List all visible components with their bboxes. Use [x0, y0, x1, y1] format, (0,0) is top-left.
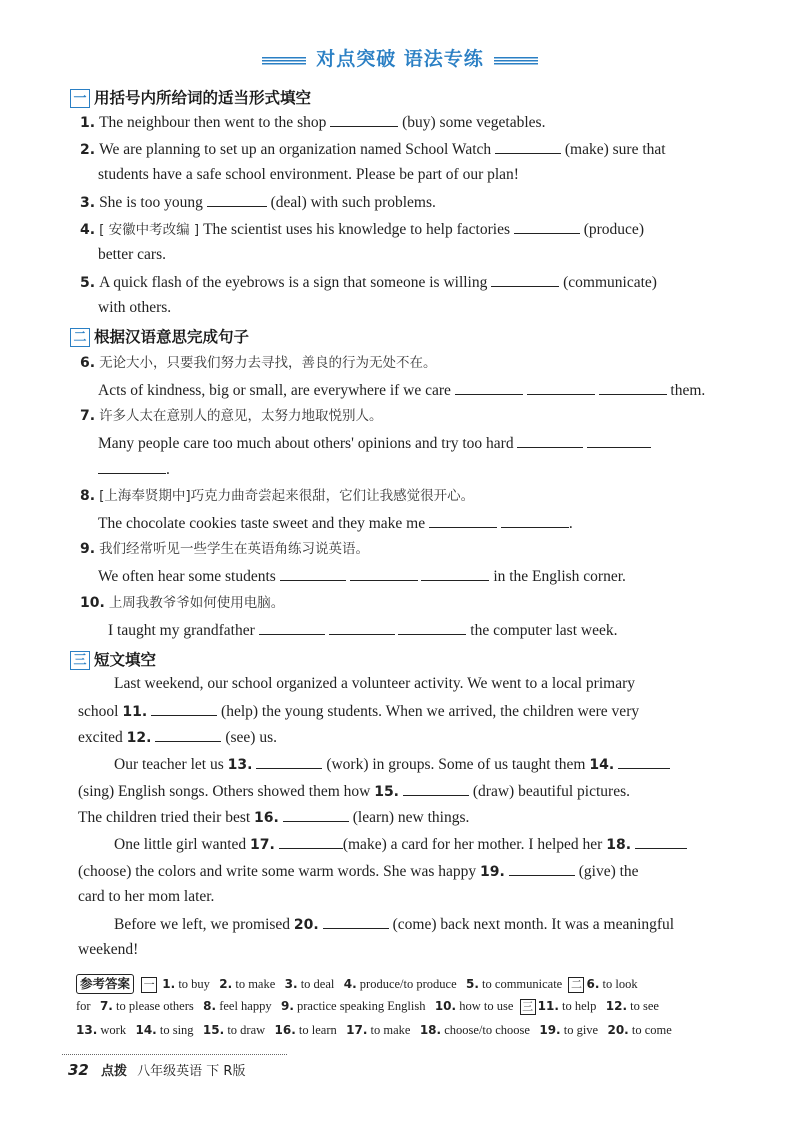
- answer-blank[interactable]: [501, 513, 569, 528]
- passage-line: school 11. (help) the young students. When we arrived, the children were very: [78, 703, 640, 720]
- question-1: 1. The neighbour then went to the shop (buy) some vegetables.: [80, 114, 546, 131]
- question-6: Acts of kindness, big or small, are everywhere if we care them.: [98, 382, 706, 399]
- answer-blank[interactable]: [207, 192, 267, 207]
- passage-line: Before we left, we promised 20. (come) back next month. It was a meaningful: [114, 916, 675, 933]
- section-badge: 一: [141, 977, 157, 993]
- section-2-heading: [70, 325, 249, 347]
- section-badge: 二: [568, 977, 584, 993]
- passage-line: Last weekend, our school organized a volunteer activity. We went to a local primary: [114, 675, 635, 692]
- section-title: 根据汉语意思完成句子: [94, 328, 250, 346]
- answer-blank-13[interactable]: [256, 754, 322, 769]
- passage-line: (sing) English songs. Others showed them how 15. (draw) beautiful pictures.: [78, 783, 630, 800]
- passage-line: card to her mom later.: [78, 888, 215, 905]
- question-8-chinese: 8. [上海奉贤期中]巧克力曲奇尝起来很甜，它们让我感觉很开心。: [80, 488, 475, 504]
- question-7-chinese: 7. 许多人太在意别人的意见，太努力地取悦别人。: [80, 408, 383, 424]
- question-2-cont: students have a safe school environment. Please be part of our plan!: [98, 166, 519, 183]
- question-7-cont: .: [98, 459, 170, 480]
- question-6-chinese: 6. 无论大小，只要我们努力去寻找，善良的行为无处不在。: [80, 355, 437, 371]
- passage-line: The children tried their best 16. (learn) new things.: [78, 809, 470, 826]
- section-badge: 三: [520, 999, 536, 1015]
- section-title: 短文填空: [94, 651, 157, 669]
- answer-key-line-2: for 7. to please others 8. feel happy 9. practice speaking English 10. how to use 三 11. to help 12. to see: [76, 999, 659, 1013]
- question-4: 4. [ 安徽中考改编 ] The scientist uses his knowledge to help factories (produce): [80, 221, 644, 238]
- answer-blank[interactable]: [259, 620, 325, 635]
- section-badge: 二: [70, 328, 90, 347]
- page-footer: [68, 1060, 245, 1079]
- question-3: 3. She is too young (deal) with such problems.: [80, 194, 436, 211]
- section-1-heading: [70, 86, 311, 108]
- answer-blank[interactable]: [330, 112, 398, 127]
- answer-blank[interactable]: [599, 380, 667, 395]
- question-9: We often hear some students in the English corner.: [98, 568, 626, 585]
- question-2: 2. We are planning to set up an organization named School Watch (make) sure that: [80, 141, 666, 158]
- question-9-chinese: 9. 我们经常听见一些学生在英语角练习说英语。: [80, 541, 370, 557]
- passage-line: (choose) the colors and write some warm words. She was happy 19. (give) the: [78, 863, 639, 880]
- answer-blank-11[interactable]: [151, 701, 217, 716]
- answer-blank[interactable]: [429, 513, 497, 528]
- answer-blank[interactable]: [517, 433, 583, 448]
- answer-blank[interactable]: [455, 380, 523, 395]
- source-tag: [ 安徽中考改编 ]: [99, 222, 200, 238]
- section-badge: 三: [70, 651, 90, 670]
- passage-line: excited 12. (see) us.: [78, 729, 277, 746]
- question-7: Many people care too much about others' opinions and try too hard: [98, 433, 651, 454]
- question-5-cont: with others.: [98, 299, 172, 316]
- answer-blank[interactable]: [495, 139, 561, 154]
- page-title: 对点突破 语法专练: [316, 48, 484, 70]
- page-number: 32: [68, 1061, 89, 1079]
- book-name: 八年级英语 下 R版: [137, 1064, 246, 1079]
- question-10: I taught my grandfather the computer last week.: [108, 622, 618, 639]
- answer-blank[interactable]: [350, 566, 418, 581]
- question-5: 5. A quick flash of the eyebrows is a sign that someone is willing (communicate): [80, 274, 657, 291]
- answer-key-label: 参考答案: [76, 974, 134, 994]
- brand-name: 点拨: [101, 1064, 128, 1079]
- title-decoration-left: [262, 57, 306, 66]
- answer-key-line-1: 参考答案 一 1. to buy 2. to make 3. to deal 4. produce/to produce 5. to communicate 二 6. to look: [76, 974, 638, 994]
- answer-blank-15[interactable]: [403, 781, 469, 796]
- section-badge: 一: [70, 89, 90, 108]
- answer-blank[interactable]: [491, 272, 559, 287]
- page-header: [0, 44, 800, 71]
- passage-line: Our teacher let us 13. (work) in groups. Some of us taught them 14.: [114, 754, 670, 775]
- answer-blank-17[interactable]: [279, 834, 343, 849]
- question-8: The chocolate cookies taste sweet and they make me .: [98, 515, 573, 532]
- title-decoration-right: [494, 57, 538, 66]
- section-3-heading: [70, 648, 156, 670]
- answer-blank-20[interactable]: [323, 914, 389, 929]
- footer-divider: [62, 1054, 287, 1055]
- question-10-chinese: 10. 上周我教爷爷如何使用电脑。: [80, 595, 285, 611]
- answer-blank-12[interactable]: [155, 727, 221, 742]
- answer-blank[interactable]: [514, 219, 580, 234]
- answer-blank-18[interactable]: [635, 834, 687, 849]
- question-4-cont: better cars.: [98, 246, 166, 263]
- answer-blank[interactable]: [421, 566, 489, 581]
- answer-key-line-3: 13. work 14. to sing 15. to draw 16. to learn 17. to make 18. choose/to choose 19. to give 20. to come: [76, 1023, 672, 1037]
- answer-blank-19[interactable]: [509, 861, 575, 876]
- answer-blank[interactable]: [398, 620, 466, 635]
- answer-blank[interactable]: [527, 380, 595, 395]
- section-title: 用括号内所给词的适当形式填空: [94, 89, 312, 107]
- passage-line: One little girl wanted 17. (make) a card for her mother. I helped her 18.: [114, 834, 687, 855]
- answer-blank-16[interactable]: [283, 807, 349, 822]
- passage-line: weekend!: [78, 941, 139, 958]
- answer-blank[interactable]: [98, 459, 166, 474]
- answer-blank[interactable]: [280, 566, 346, 581]
- answer-blank[interactable]: [329, 620, 395, 635]
- answer-blank-14[interactable]: [618, 754, 670, 769]
- answer-blank[interactable]: [587, 433, 651, 448]
